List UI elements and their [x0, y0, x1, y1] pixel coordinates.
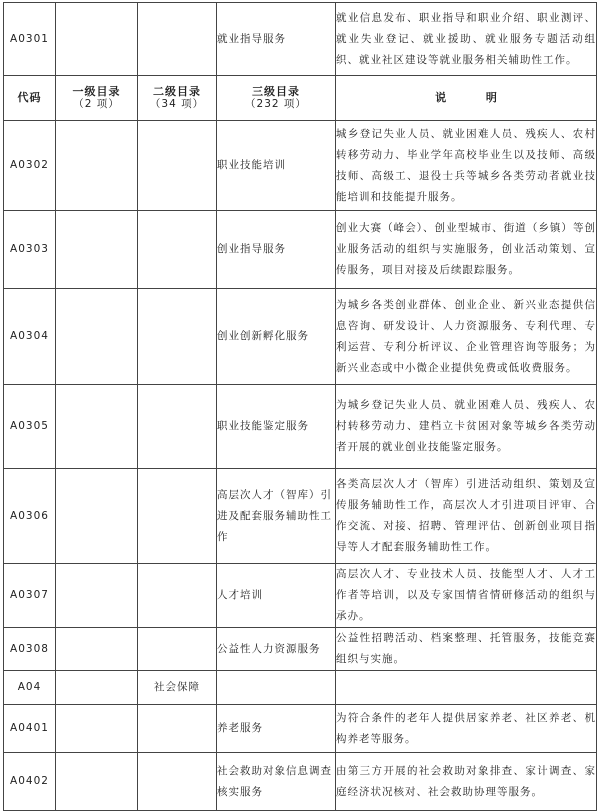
row-description: 创业大赛（峰会）、创业型城市、街道（乡镇）等创业服务活动的组织与实施服务，创业活动策划、宣传服务，项目对接及后续跟踪服务。 [336, 211, 597, 289]
row-level1 [56, 3, 138, 76]
row-level1 [56, 385, 138, 469]
row-description: 高层次人才、专业技术人员、技能型人才、人才工作者等培训，以及专家国情省情研修活动的组织与承办。 [336, 564, 597, 628]
row-code: A0402 [4, 753, 56, 811]
row-level3: 创业指导服务 [217, 211, 336, 289]
table-row [4, 289, 597, 385]
row-description [336, 671, 597, 705]
row-code: A04 [4, 671, 56, 705]
row-description: 为符合条件的老年人提供居家养老、社区养老、机构养老等服务。 [336, 705, 597, 753]
header-level1: 一级目录 （2 项） [56, 76, 138, 121]
table-row [4, 753, 597, 811]
row-level2 [138, 628, 217, 671]
header-level3: 三级目录 （232 项） [217, 76, 336, 121]
row-level1 [56, 289, 138, 385]
table-row [4, 628, 597, 671]
row-level3: 人才培训 [217, 564, 336, 628]
row-description: 公益性招聘活动、档案整理、托管服务，技能竞赛组织与实施。 [336, 628, 597, 671]
row-level2: 社会保障 [138, 671, 217, 705]
header-row [4, 76, 597, 121]
row-level3: 公益性人力资源服务 [217, 628, 336, 671]
row-description: 城乡登记失业人员、就业困难人员、残疾人、农村转移劳动力、毕业学年高校毕业生以及技师、高级技师、高级工、退役士兵等城乡各类劳动者就业技能培训和技能提升服务。 [336, 121, 597, 211]
row-code: A0302 [4, 121, 56, 211]
row-level2 [138, 385, 217, 469]
table-row [4, 564, 597, 628]
row-level2 [138, 469, 217, 564]
row-description: 就业信息发布、职业指导和职业介绍、职业测评、就业失业登记、就业援助、就业服务专题活动组织、就业社区建设等就业服务相关辅助性工作。 [336, 3, 597, 76]
table-row [4, 671, 597, 705]
row-level3 [217, 671, 336, 705]
row-code: A0306 [4, 469, 56, 564]
row-code: A0307 [4, 564, 56, 628]
row-level1 [56, 469, 138, 564]
table-row [4, 705, 597, 753]
header-level2: 二级目录 （34 项） [138, 76, 217, 121]
row-level1 [56, 753, 138, 811]
row-level2 [138, 3, 217, 76]
row-level1 [56, 671, 138, 705]
row-level2 [138, 211, 217, 289]
table-row [4, 469, 597, 564]
row-level3: 职业技能鉴定服务 [217, 385, 336, 469]
table-row [4, 3, 597, 76]
row-level1 [56, 628, 138, 671]
row-description: 由第三方开展的社会救助对象排查、家计调查、家庭经济状况核对、社会救助协理等服务。 [336, 753, 597, 811]
row-level3: 高层次人才（智库）引进及配套服务辅助性工作 [217, 469, 336, 564]
row-code: A0304 [4, 289, 56, 385]
row-level3: 养老服务 [217, 705, 336, 753]
row-code: A0301 [4, 3, 56, 76]
row-code: A0401 [4, 705, 56, 753]
row-level3: 就业指导服务 [217, 3, 336, 76]
header-description: 说 明 [336, 76, 597, 121]
row-level1 [56, 121, 138, 211]
row-level2 [138, 564, 217, 628]
row-code: A0305 [4, 385, 56, 469]
catalog-table [3, 2, 597, 811]
table-row [4, 211, 597, 289]
row-description: 各类高层次人才（智库）引进活动组织、策划及宣传服务辅助性工作，高层次人才引进项目评审、合作交流、对接、招聘、管理评估、创新创业项目指导等人才配套服务辅助性工作。 [336, 469, 597, 564]
row-level3: 创业创新孵化服务 [217, 289, 336, 385]
row-code: A0308 [4, 628, 56, 671]
row-level1 [56, 564, 138, 628]
row-level2 [138, 753, 217, 811]
row-level3: 职业技能培训 [217, 121, 336, 211]
row-level2 [138, 121, 217, 211]
row-level1 [56, 705, 138, 753]
row-code: A0303 [4, 211, 56, 289]
row-level2 [138, 705, 217, 753]
row-level3: 社会救助对象信息调查核实服务 [217, 753, 336, 811]
table-row [4, 385, 597, 469]
table-row [4, 121, 597, 211]
header-code: 代码 [4, 76, 56, 121]
row-level1 [56, 211, 138, 289]
row-description: 为城乡登记失业人员、就业困难人员、残疾人、农村转移劳动力、建档立卡贫困对象等城乡各类劳动者开展的就业创业技能鉴定服务。 [336, 385, 597, 469]
row-level2 [138, 289, 217, 385]
row-description: 为城乡各类创业群体、创业企业、新兴业态提供信息咨询、研发设计、人力资源服务、专利代理、专利运营、专利分析评议、企业管理咨询等服务；为新兴业态或中小微企业提供免费或低收费服务。 [336, 289, 597, 385]
